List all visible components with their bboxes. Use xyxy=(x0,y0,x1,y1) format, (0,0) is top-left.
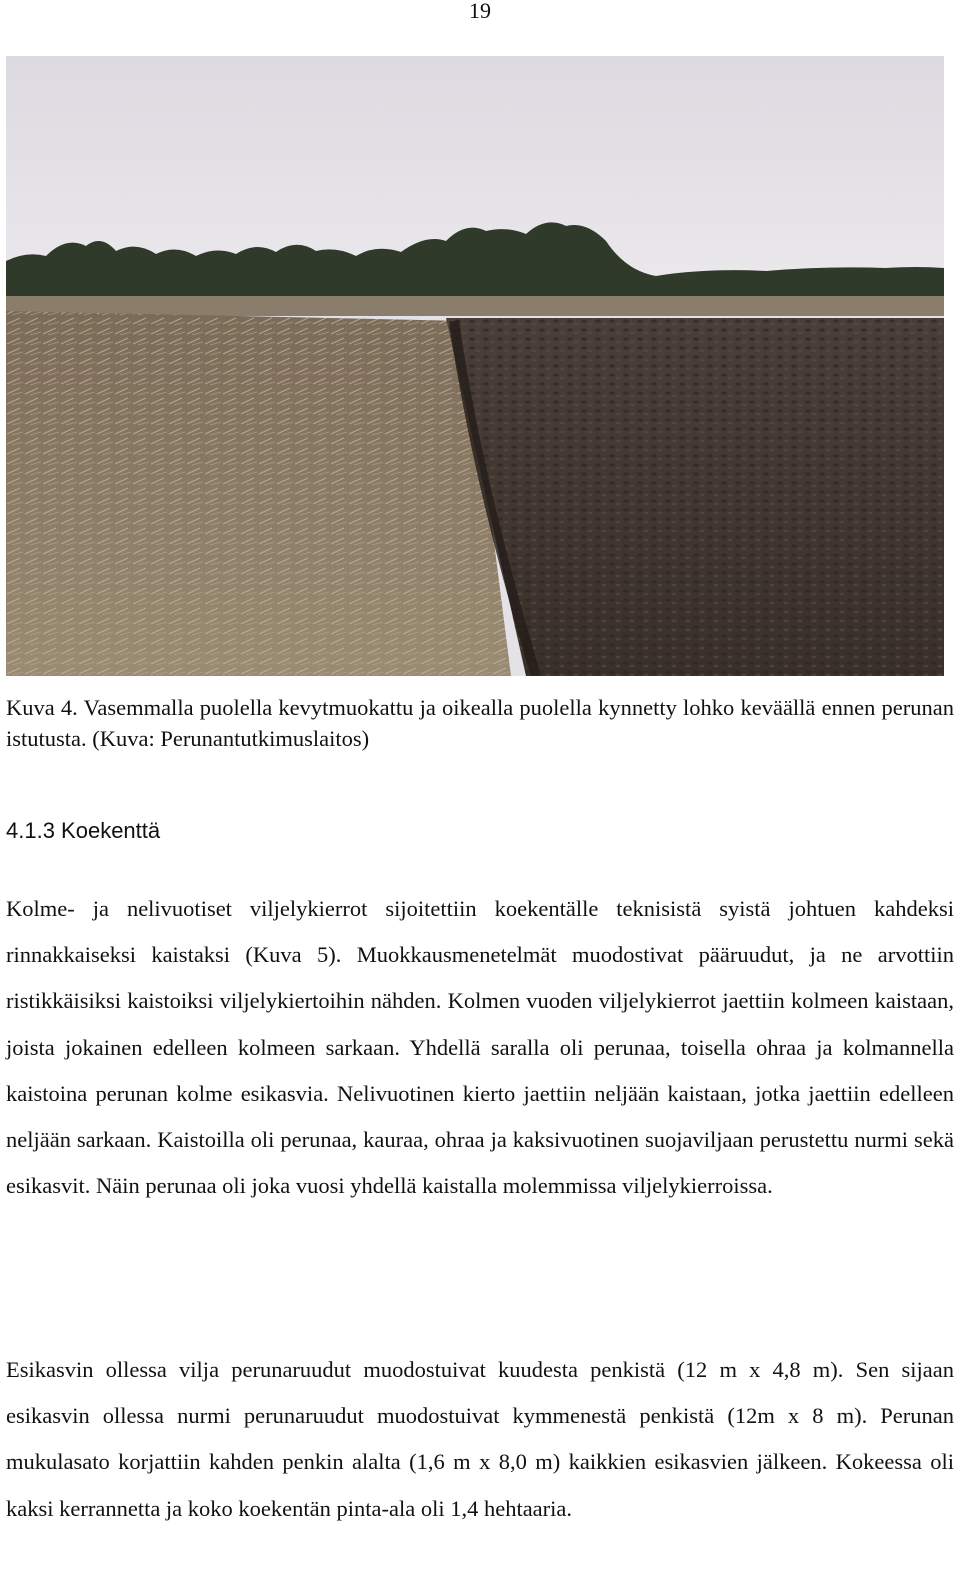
body-paragraph: Kolme- ja nelivuotiset viljelykierrot sijoitettiin koekentälle teknisistä syistä johtuen kahdeksi rinnakkaiseksi kaistaksi (Kuva 5). Muokkausmenetelmät muodostivat pääruudut, ja ne arvottiin ristikkäisiksi kaistoiksi viljelykiertoihin nähden. Kolmen vuoden viljelykierrot jaettiin kolmeen kaistaan, joista jokainen edelleen kolmeen sarkaan. Yhdellä saralla oli perunaa, toisella ohraa ja kolmannella kaistoina perunan kolme esikasvia. Nelivuotinen kierto jaettiin neljään kaistaan, jotka jaettiin edelleen neljään sarkaan. Kaistoilla oli perunaa, kauraa, ohraa ja kaksivuotinen suojaviljaan perustettu nurmi sekä esikasvit. Näin perunaa oli joka vuosi yhdellä kaistalla molemmissa viljelykierroissa. xyxy=(6,896,954,1199)
figure-caption: Kuva 4. Vasemmalla puolella kevytmuokattu ja oikealla puolella kynnetty lohko keväällä ennen perunan istutusta. (Kuva: Perunantutkimuslaitos) xyxy=(6,695,954,751)
field-photo-image xyxy=(6,56,944,676)
body-paragraph: Esikasvin ollessa vilja perunaruudut muodostuivat kuudesta penkistä (12 m x 4,8 m). Sen sijaan esikasvin ollessa nurmi perunaruudut muodostuivat kymmenestä penkistä (12m x 8 m). Perunan mukulasato korjattiin kahden penkin alalta (1,6 m x 8,0 m) kaikkien esikasvien jälkeen. Kokeessa oli kaksi kerrannetta ja koko koekentän pinta-ala oli 1,4 hehtaaria. xyxy=(6,1357,954,1521)
page-number: 19 xyxy=(469,0,491,23)
section-heading: 4.1.3 Koekenttä xyxy=(6,818,161,843)
field-photo xyxy=(6,56,944,676)
